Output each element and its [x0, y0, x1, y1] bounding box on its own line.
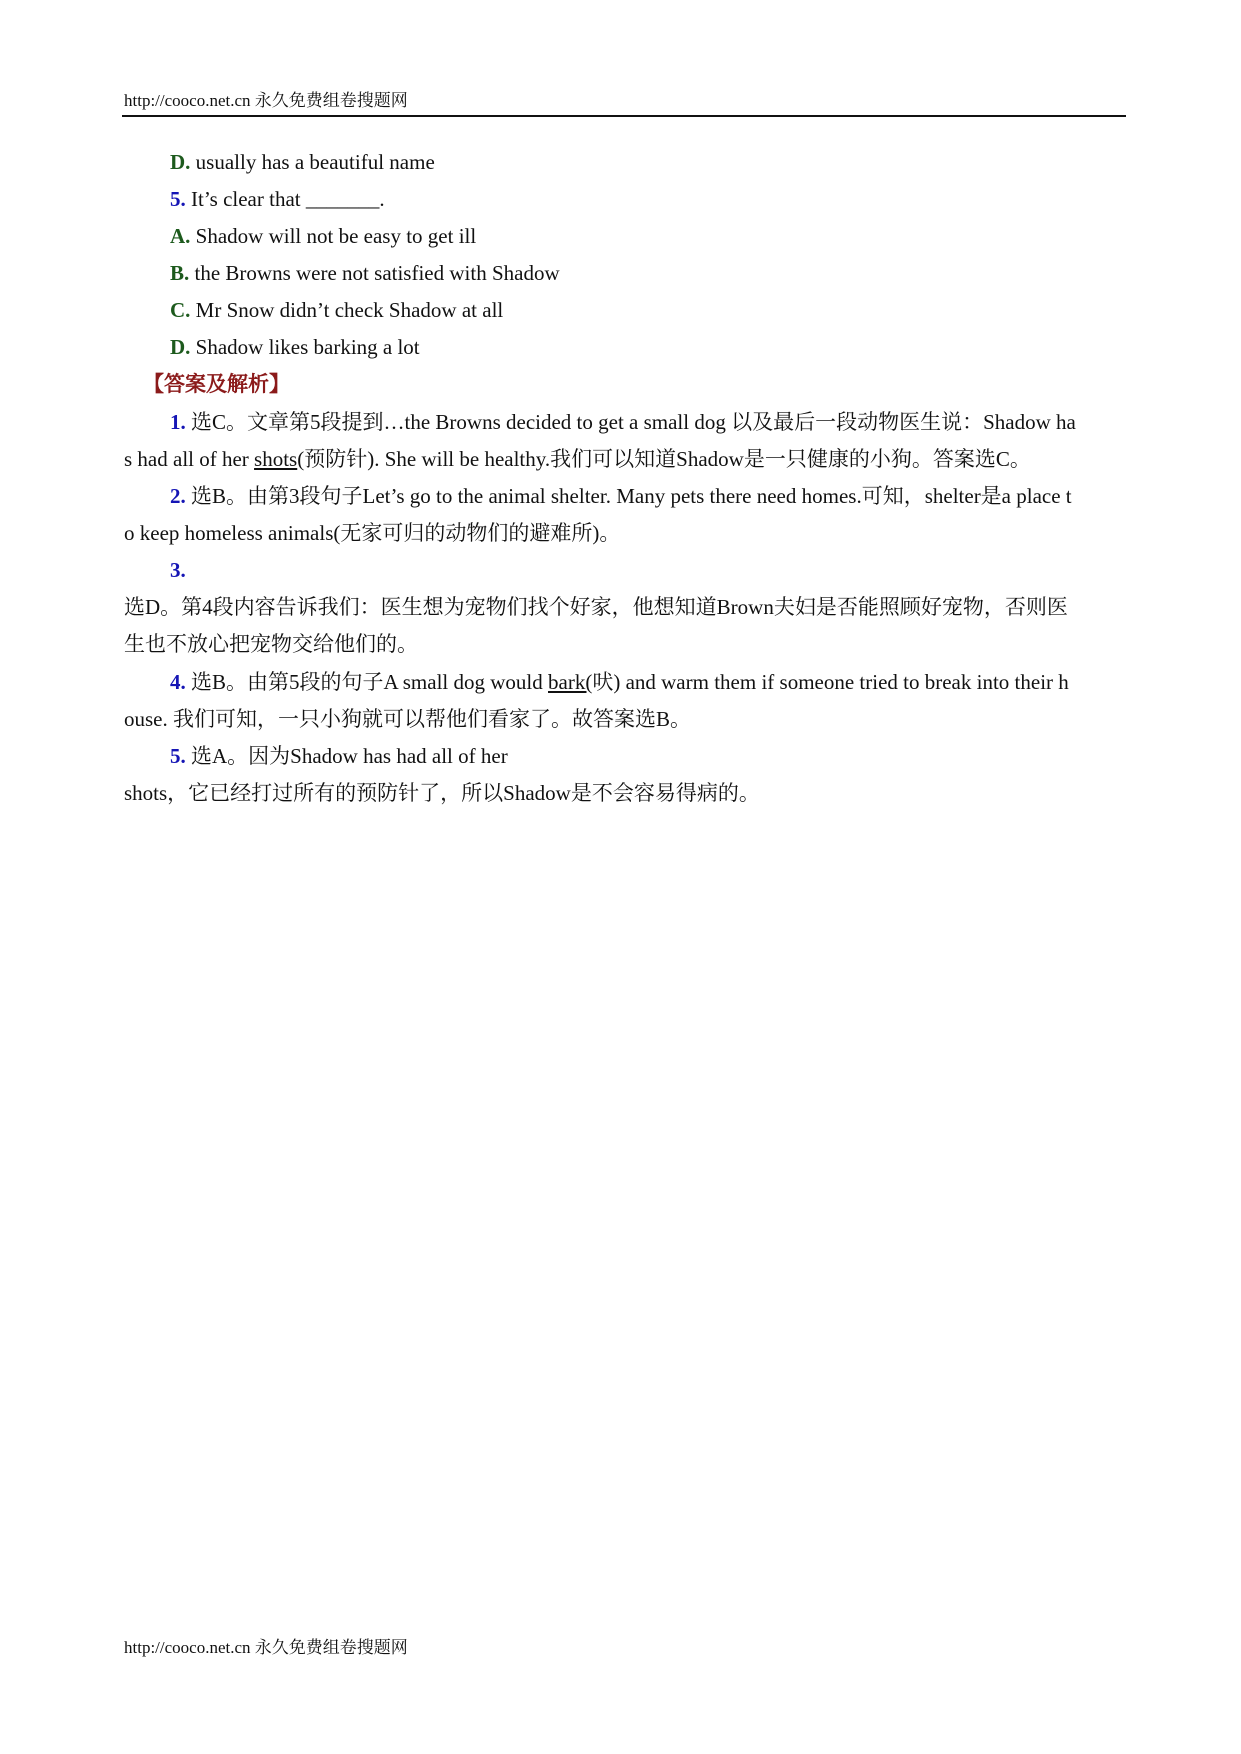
answer-text: 选B。由第5段的句子A small dog would	[185, 670, 549, 694]
option-text: Shadow will not be easy to get ill	[190, 224, 477, 248]
answer-2-line-2	[124, 519, 1124, 547]
underlined-word: bark(	[548, 670, 593, 694]
answer-text: 选A。因为Shadow has had all of her	[185, 744, 508, 768]
answer-text: (预防针). She will be healthy.我们可以知道Shadow是一只健康的小狗。答案选C。	[297, 447, 1031, 471]
answer-4-line-1	[170, 668, 1124, 696]
answer-3-line-2	[124, 630, 1124, 658]
answer-3-line-1	[124, 593, 1124, 621]
answer-text: 生也不放心把宠物交给他们的。	[124, 632, 418, 656]
answer-1-line-1	[170, 408, 1124, 436]
question-number: 5.	[170, 187, 186, 211]
answer-5-line-1	[170, 742, 1124, 770]
page-header: http://cooco.net.cn 永久免费组卷搜题网	[124, 91, 408, 110]
answer-text: 选C。文章第5段提到…the Browns decided to get a small dog 以及最后一段动物医生说：Shadow ha	[185, 410, 1076, 434]
answer-text: 选B。由第3段句子Let’s go to the animal shelter. Many pets there need homes.可知，shelter是a place t	[185, 484, 1072, 508]
answer-text: shots，它已经打过所有的预防针了，所以Shadow是不会容易得病的。	[124, 781, 760, 805]
option-letter: C.	[170, 298, 191, 322]
option-c	[170, 296, 1124, 324]
answer-number: 4.	[170, 670, 186, 694]
answer-text: 选D。第4段内容告诉我们：医生想为宠物们找个好家，他想知道Brown夫妇是否能照顾好宠物，否则医	[124, 595, 1068, 619]
answer-5-line-2	[124, 779, 1124, 807]
option-d-q4	[170, 148, 1124, 176]
answer-number: 2.	[170, 484, 186, 508]
answer-text: o keep homeless animals(无家可归的动物们的避难所)。	[124, 521, 621, 545]
question-text: It’s clear that _______.	[185, 187, 385, 211]
answer-4-line-2	[124, 705, 1124, 733]
answer-1-line-2	[124, 445, 1124, 473]
question-5-stem	[170, 185, 1124, 213]
answer-number: 5.	[170, 744, 186, 768]
answer-text: s had all of her	[124, 447, 255, 471]
option-a	[170, 222, 1124, 250]
option-text: the Browns were not satisfied with Shadow	[189, 261, 560, 285]
option-letter: B.	[170, 261, 190, 285]
option-text: Shadow likes barking a lot	[190, 335, 420, 359]
option-text: Mr Snow didn’t check Shadow at all	[190, 298, 504, 322]
option-d	[170, 333, 1124, 361]
option-letter: D.	[170, 335, 191, 359]
page-footer: http://cooco.net.cn 永久免费组卷搜题网	[124, 1638, 408, 1657]
answers-heading-text: 【答案及解析】	[143, 372, 290, 396]
answer-text: 吠) and warm them if someone tried to break into their h	[592, 670, 1069, 694]
option-b	[170, 259, 1124, 287]
option-text: usually has a beautiful name	[190, 150, 435, 174]
answers-heading	[143, 370, 1143, 398]
header-rule	[122, 115, 1126, 117]
underlined-word: shots	[254, 447, 298, 471]
answer-text: ouse. 我们可知，一只小狗就可以帮他们看家了。故答案选B。	[124, 707, 691, 731]
option-letter: D.	[170, 150, 191, 174]
answer-number: 3.	[170, 558, 186, 582]
answer-number: 1.	[170, 410, 186, 434]
answer-3-number-line	[170, 556, 1124, 584]
option-letter: A.	[170, 224, 191, 248]
answer-2-line-1	[170, 482, 1124, 510]
